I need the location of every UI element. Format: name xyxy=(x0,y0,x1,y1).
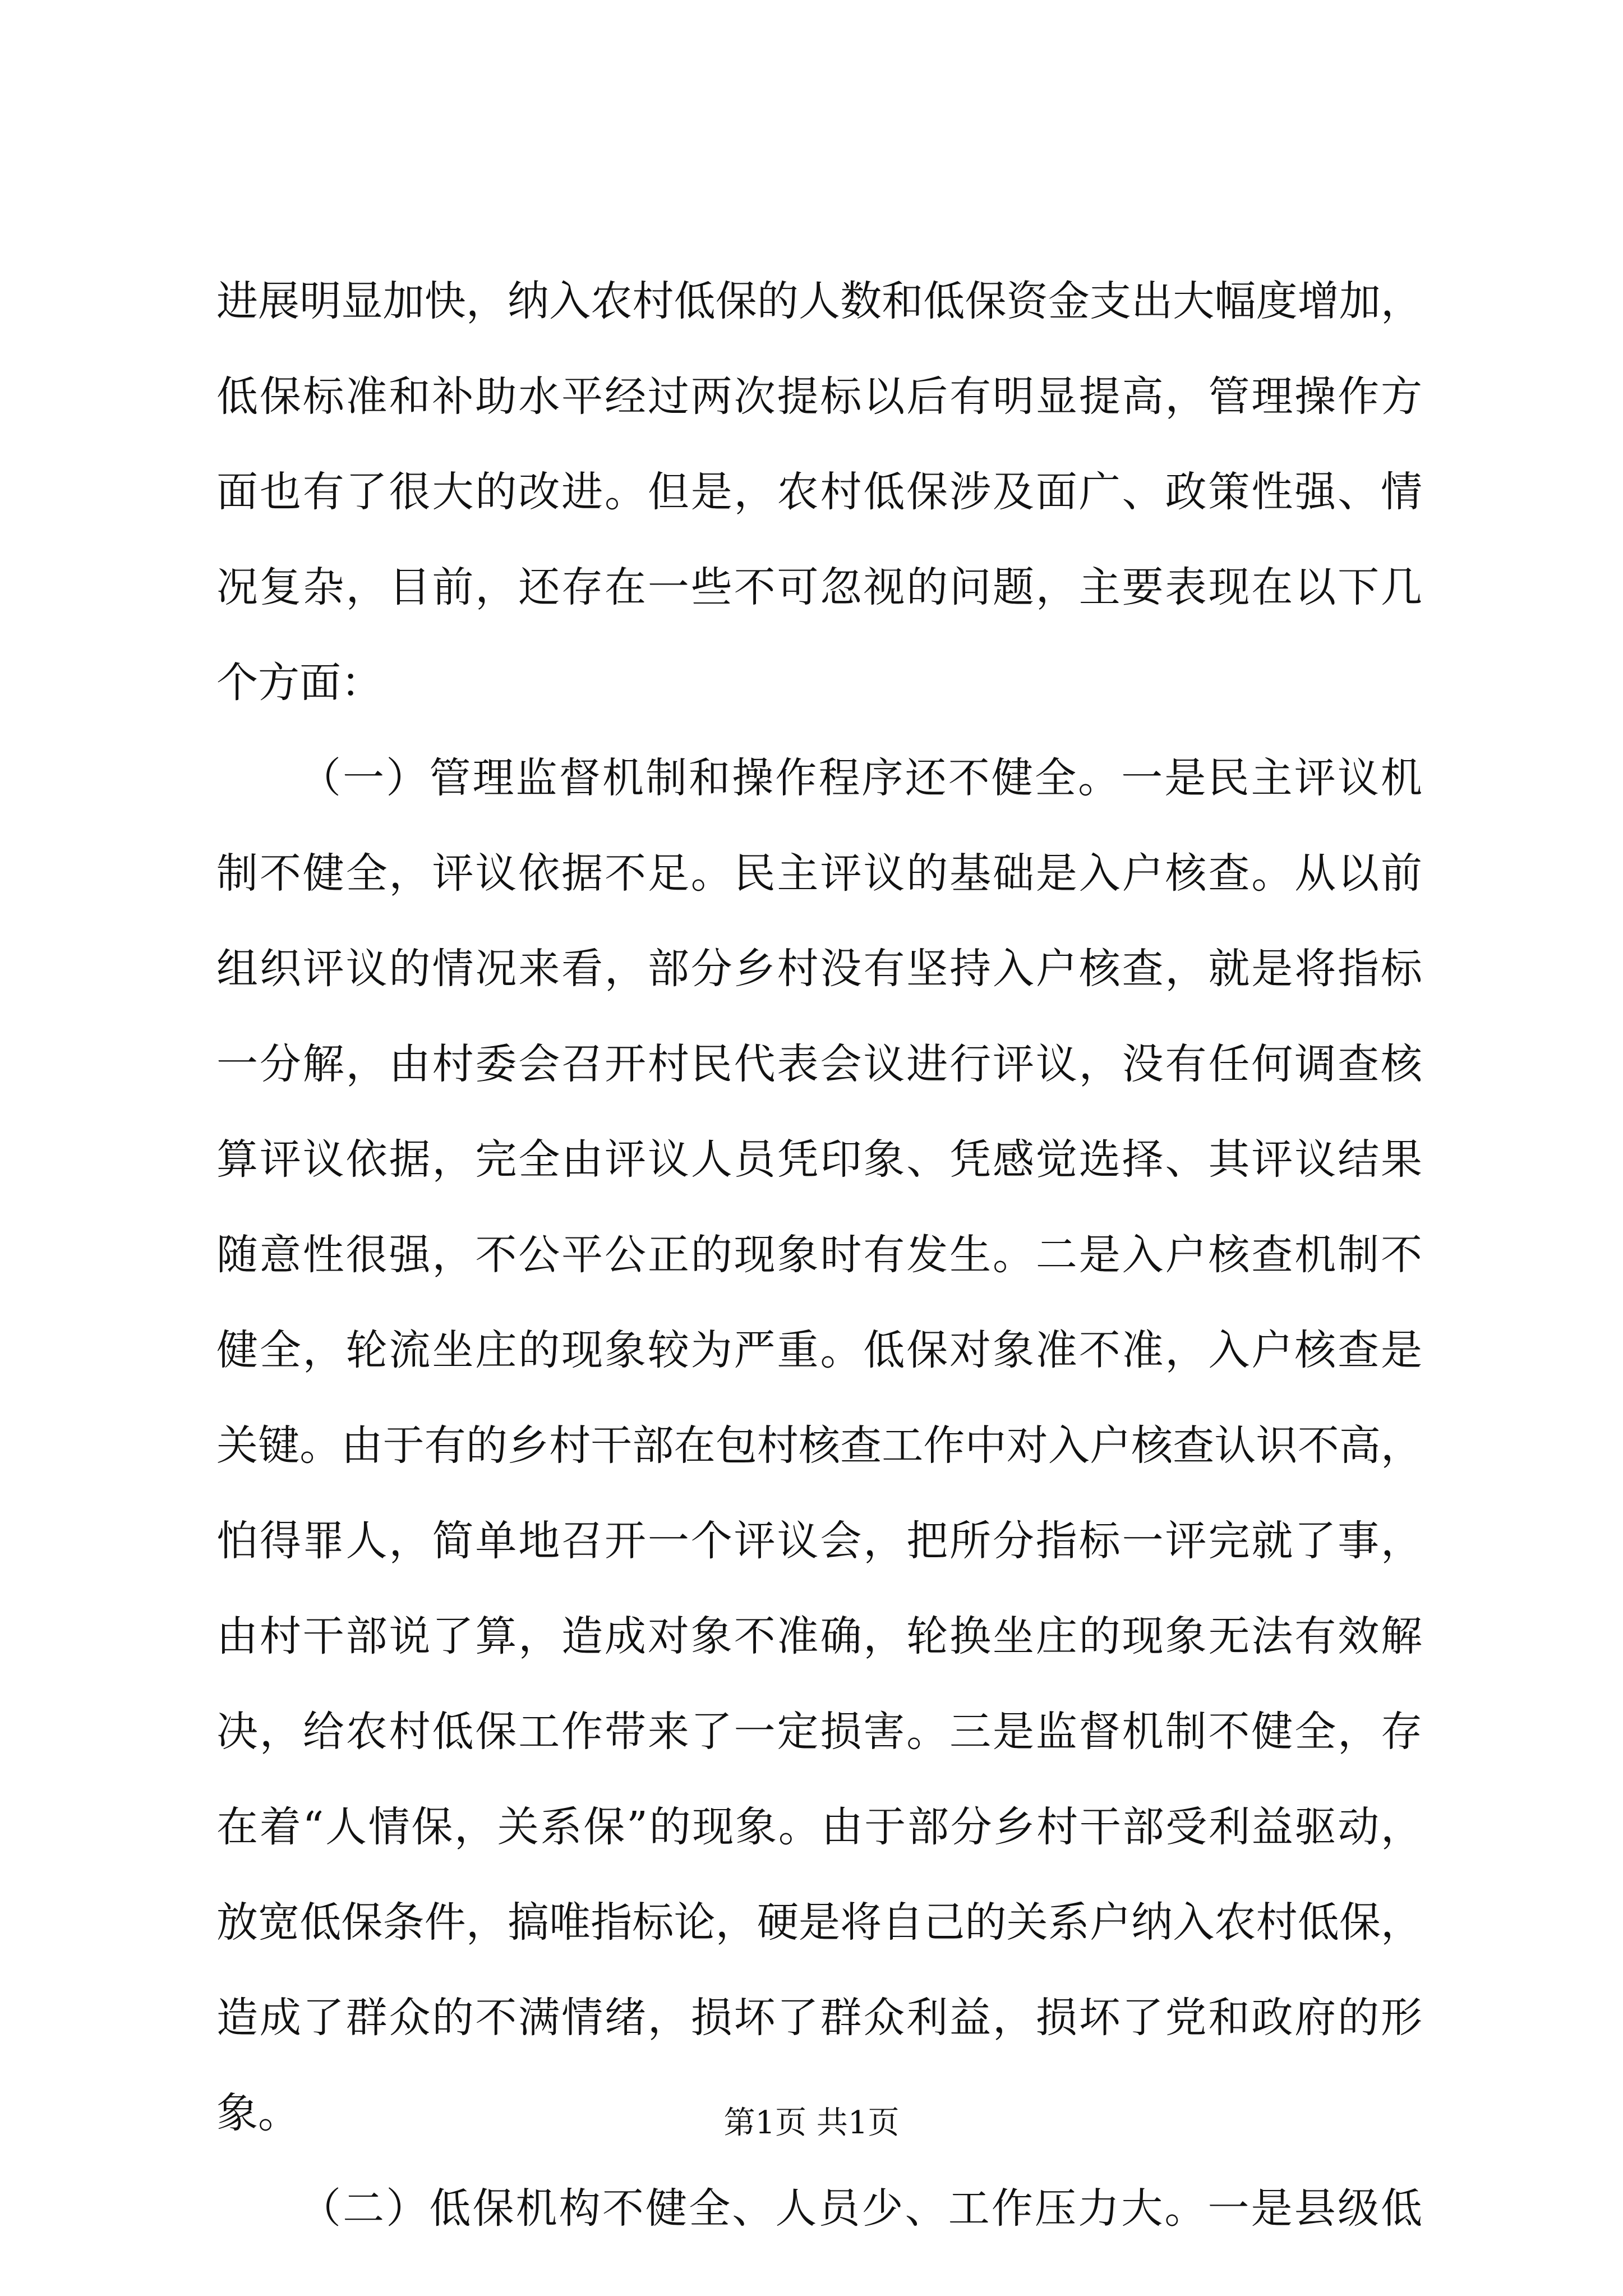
text-line: 象。 xyxy=(216,2089,299,2137)
text-line: 关键。由于有的乡村干部在包村核查工作中对入户核查认识不高， xyxy=(216,1421,1422,1470)
text-line: 怕得罪人，简单地召开一个评议会，把所分指标一评完就了事， xyxy=(216,1517,1422,1565)
text-line: 况复杂，目前，还存在一些不可忽视的问题，主要表现在以下几 xyxy=(216,563,1422,611)
text-line: 决，给农村低保工作带来了一定损害。三是监督机制不健全，存 xyxy=(216,1708,1422,1756)
text-line: 放宽低保条件，搞唯指标论，硬是将自己的关系户纳入农村低保， xyxy=(216,1898,1422,1947)
text-line: 算评议依据，完全由评议人员凭印象、凭感觉选择、其评议结果 xyxy=(216,1135,1422,1184)
text-line: 由村干部说了算，造成对象不准确，轮换坐庄的现象无法有效解 xyxy=(216,1612,1422,1660)
body-text xyxy=(216,254,1422,2256)
section-heading-line: （二）低保机构不健全、人员少、工作压力大。一是县级低 xyxy=(299,2184,1422,2233)
text-line: 随意性很强，不公平公正的现象时有发生。二是入户核查机制不 xyxy=(216,1231,1422,1279)
text-line: 制不健全，评议依据不足。民主评议的基础是入户核查。从以前 xyxy=(216,849,1422,898)
text-line: 个方面： xyxy=(216,659,382,707)
text-line: 进展明显加快，纳入农村低保的人数和低保资金支出大幅度增加， xyxy=(216,277,1422,325)
text-line: 低保标准和补助水平经过两次提标以后有明显提高，管理操作方 xyxy=(216,372,1422,421)
text-line: 在着“人情保，关系保”的现象。由于部分乡村干部受利益驱动， xyxy=(216,1803,1422,1851)
text-line: 健全，轮流坐庄的现象较为严重。低保对象准不准，入户核查是 xyxy=(216,1326,1422,1374)
text-line: 组织评议的情况来看，部分乡村没有坚持入户核查，就是将指标 xyxy=(216,945,1422,993)
page-footer: 第1页 共1页 xyxy=(723,2105,900,2141)
text-line: 造成了群众的不满情绪，损坏了群众利益，损坏了党和政府的形 xyxy=(216,1994,1422,2042)
section-heading-line: （一）管理监督机制和操作程序还不健全。一是民主评议机 xyxy=(299,754,1422,802)
text-line: 一分解，由村委会召开村民代表会议进行评议，没有任何调查核 xyxy=(216,1040,1422,1088)
text-line: 面也有了很大的改进。但是，农村低保涉及面广、政策性强、情 xyxy=(216,468,1422,516)
